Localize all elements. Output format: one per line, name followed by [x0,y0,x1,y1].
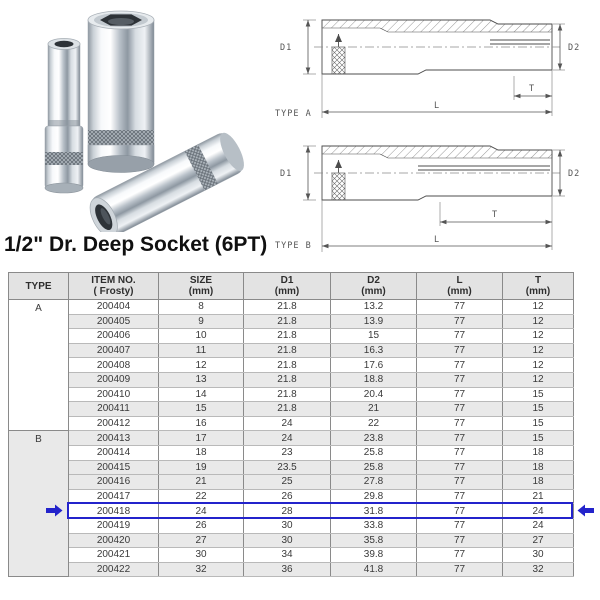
table-cell: 18 [159,445,244,460]
table-cell: 11 [159,343,244,358]
table-cell: 25.8 [331,460,417,475]
table-cell: 15 [503,402,574,417]
table-cell: 12 [503,300,574,315]
table-cell: 26 [244,489,331,504]
table-cell: 77 [417,445,503,460]
spec-table [8,272,574,577]
table-cell: 77 [417,416,503,431]
table-cell: 77 [417,533,503,548]
product-photo [2,0,293,232]
table-cell: 27.8 [331,475,417,490]
table-cell: 200412 [69,416,159,431]
table-cell: 30 [159,548,244,563]
table-cell: 77 [417,329,503,344]
table-cell: 200422 [69,562,159,577]
table-cell: 23.8 [331,431,417,446]
column-header: D1 (mm) [244,273,331,300]
table-cell: 32 [503,562,574,577]
table-cell: 200405 [69,314,159,329]
table-cell: 21.8 [244,387,331,402]
table-cell: 22 [159,489,244,504]
highlight-arrow-left-icon [577,504,594,517]
table-cell: 30 [244,518,331,533]
table-cell: 12 [503,343,574,358]
table-cell: 35.8 [331,533,417,548]
table-row [9,387,574,402]
socket-small [45,39,83,194]
table-cell: 77 [417,518,503,533]
table-cell: 77 [417,402,503,417]
table-row [9,343,574,358]
table-cell: 24 [503,504,574,519]
table-cell: 12 [159,358,244,373]
page-title: 1/2" Dr. Deep Socket (6PT) [4,233,268,256]
table-cell: 77 [417,343,503,358]
table-row [9,314,574,329]
table-cell: 20.4 [331,387,417,402]
spec-table-body [9,300,574,577]
table-cell: 17 [159,431,244,446]
type-group-cell: A [9,300,69,431]
table-cell: 8 [159,300,244,315]
diagram-type-a [275,20,580,119]
table-cell: 15 [503,431,574,446]
table-cell: 12 [503,372,574,387]
table-row [9,445,574,460]
table-cell: 19 [159,460,244,475]
table-cell: 39.8 [331,548,417,563]
table-cell: 15 [503,387,574,402]
table-row [9,548,574,563]
table-cell: 77 [417,431,503,446]
table-cell: 21.8 [244,358,331,373]
diagram-label-type-b: TYPE B [275,241,312,251]
table-cell: 36 [244,562,331,577]
table-cell: 25.8 [331,445,417,460]
table-cell: 200413 [69,431,159,446]
table-cell: 77 [417,489,503,504]
table-cell: 21.8 [244,300,331,315]
table-row [9,329,574,344]
column-header: SIZE (mm) [159,273,244,300]
table-cell: 200415 [69,460,159,475]
table-cell: 200409 [69,372,159,387]
technical-diagrams [270,6,600,258]
table-cell: 18.8 [331,372,417,387]
table-cell: 21.8 [244,329,331,344]
column-header: T (mm) [503,273,574,300]
table-cell: 200407 [69,343,159,358]
table-cell: 21 [331,402,417,417]
table-cell: 23 [244,445,331,460]
table-cell: 12 [503,329,574,344]
table-cell: 200417 [69,489,159,504]
table-cell: 13.2 [331,300,417,315]
product-photo-image [2,0,293,232]
table-cell: 32 [159,562,244,577]
table-cell: 22 [331,416,417,431]
table-cell: 24 [244,431,331,446]
table-row [9,489,574,504]
table-cell: 77 [417,475,503,490]
table-cell: 77 [417,372,503,387]
table-cell: 30 [503,548,574,563]
table-cell: 13 [159,372,244,387]
table-cell: 77 [417,504,503,519]
table-cell: 21.8 [244,372,331,387]
dim-label-t-a: T [529,84,536,94]
table-cell: 200411 [69,402,159,417]
column-header: L (mm) [417,273,503,300]
table-row [9,518,574,533]
table-cell: 27 [503,533,574,548]
table-cell: 9 [159,314,244,329]
header-row [9,273,574,300]
table-cell: 10 [159,329,244,344]
table-cell: 12 [503,358,574,373]
table-row [9,416,574,431]
table-cell: 77 [417,548,503,563]
table-cell: 21.8 [244,343,331,358]
dim-label-l-a: L [434,101,441,111]
table-cell: 200406 [69,329,159,344]
table-row [9,460,574,475]
dim-label-d1-b: D1 [280,169,293,179]
table-cell: 200421 [69,548,159,563]
table-cell: 30 [244,533,331,548]
table-cell: 21 [503,489,574,504]
type-group-cell: B [9,431,69,577]
table-cell: 200404 [69,300,159,315]
highlight-arrow-right-icon [46,504,63,517]
table-cell: 28 [244,504,331,519]
table-cell: 17.6 [331,358,417,373]
dim-label-t-b: T [492,210,499,220]
table-row [9,402,574,417]
table-cell: 14 [159,387,244,402]
table-cell: 29.8 [331,489,417,504]
table-cell: 31.8 [331,504,417,519]
table-cell: 77 [417,300,503,315]
table-cell: 200419 [69,518,159,533]
table-cell: 24 [503,518,574,533]
table-cell: 23.5 [244,460,331,475]
table-cell: 33.8 [331,518,417,533]
table-row [9,533,574,548]
table-cell: 16.3 [331,343,417,358]
table-cell: 25 [244,475,331,490]
diagram-type-b [275,146,580,252]
table-cell: 27 [159,533,244,548]
table-row [9,300,574,315]
table-cell: 41.8 [331,562,417,577]
socket-large [88,11,154,173]
dim-label-d1-a: D1 [280,43,293,53]
table-cell: 77 [417,387,503,402]
table-cell: 24 [244,416,331,431]
table-cell: 26 [159,518,244,533]
table-cell: 18 [503,445,574,460]
dim-label-d2-b: D2 [568,169,581,179]
table-row [9,504,574,519]
table-cell: 15 [159,402,244,417]
table-row [9,372,574,387]
table-cell: 12 [503,314,574,329]
dim-label-l-b: L [434,235,441,245]
table-row [9,475,574,490]
table-cell: 15 [331,329,417,344]
column-header: ITEM NO. ( Frosty) [69,273,159,300]
table-cell: 18 [503,460,574,475]
spec-table-container [8,272,573,577]
table-cell: 13.9 [331,314,417,329]
spec-table-header [9,273,574,300]
table-cell: 200414 [69,445,159,460]
table-cell: 77 [417,562,503,577]
table-row [9,358,574,373]
column-header: D2 (mm) [331,273,417,300]
column-header: TYPE [9,273,69,300]
table-cell: 21.8 [244,402,331,417]
table-cell: 77 [417,358,503,373]
table-cell: 77 [417,460,503,475]
table-cell: 16 [159,416,244,431]
table-row [9,562,574,577]
table-cell: 200420 [69,533,159,548]
table-cell: 18 [503,475,574,490]
table-row [9,431,574,446]
table-cell: 21.8 [244,314,331,329]
table-cell: 24 [159,504,244,519]
diagram-label-type-a: TYPE A [275,109,312,119]
table-cell: 200418 [69,504,159,519]
table-cell: 15 [503,416,574,431]
table-cell: 200410 [69,387,159,402]
table-cell: 200408 [69,358,159,373]
table-cell: 200416 [69,475,159,490]
dim-label-d2-a: D2 [568,43,581,53]
table-cell: 34 [244,548,331,563]
table-cell: 77 [417,314,503,329]
table-cell: 21 [159,475,244,490]
